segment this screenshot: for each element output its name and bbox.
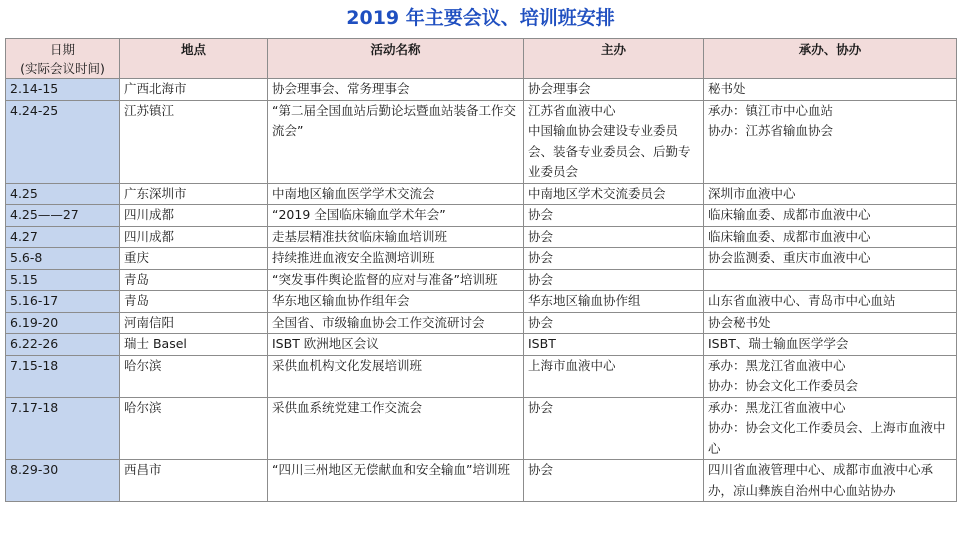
table-body <box>6 79 957 502</box>
schedule-table <box>5 38 957 502</box>
cell-location: 青岛 <box>120 269 268 291</box>
cell-date: 4.25——27 <box>6 205 120 227</box>
cell-date: 6.22-26 <box>6 334 120 356</box>
cell-host: 协会 <box>524 312 704 334</box>
cell-organizer: 协会秘书处 <box>704 312 957 334</box>
page-title: 2019 年主要会议、培训班安排 <box>346 7 615 29</box>
cell-location: 四川成都 <box>120 226 268 248</box>
cell-organizer: 承办：黑龙江省血液中心 协办：协会文化工作委员会 <box>704 355 957 397</box>
table-row <box>6 100 957 183</box>
column-header-host: 主办 <box>524 39 704 79</box>
cell-organizer: 临床输血委、成都市血液中心 <box>704 205 957 227</box>
cell-location: 广东深圳市 <box>120 183 268 205</box>
cell-host: 中南地区学术交流委员会 <box>524 183 704 205</box>
cell-location: 青岛 <box>120 291 268 313</box>
cell-location: 四川成都 <box>120 205 268 227</box>
cell-date: 7.15-18 <box>6 355 120 397</box>
header-row <box>6 39 957 79</box>
cell-date: 5.16-17 <box>6 291 120 313</box>
cell-organizer: 秘书处 <box>704 79 957 101</box>
cell-organizer: 四川省血液管理中心、成都市血液中心承办，凉山彝族自治州中心血站协办 <box>704 460 957 502</box>
cell-host: 上海市血液中心 <box>524 355 704 397</box>
cell-date: 4.27 <box>6 226 120 248</box>
table-row <box>6 205 957 227</box>
cell-location: 哈尔滨 <box>120 355 268 397</box>
column-header-date: 日期 (实际会议时间) <box>6 39 120 79</box>
cell-event: 协会理事会、常务理事会 <box>268 79 524 101</box>
cell-organizer: 协会监测委、重庆市血液中心 <box>704 248 957 270</box>
cell-date: 4.25 <box>6 183 120 205</box>
cell-event: “2019 全国临床输血学术年会” <box>268 205 524 227</box>
cell-organizer: 山东省血液中心、青岛市中心血站 <box>704 291 957 313</box>
cell-event: 全国省、市级输血协会工作交流研讨会 <box>268 312 524 334</box>
cell-host: 华东地区输血协作组 <box>524 291 704 313</box>
cell-date: 6.19-20 <box>6 312 120 334</box>
cell-organizer <box>704 269 957 291</box>
cell-event: 持续推进血液安全监测培训班 <box>268 248 524 270</box>
table-row <box>6 334 957 356</box>
cell-event: ISBT 欧洲地区会议 <box>268 334 524 356</box>
cell-event: 华东地区输血协作组年会 <box>268 291 524 313</box>
table-row <box>6 355 957 397</box>
table-row <box>6 291 957 313</box>
cell-date: 7.17-18 <box>6 397 120 460</box>
table-row <box>6 183 957 205</box>
table-row <box>6 248 957 270</box>
column-header-event: 活动名称 <box>268 39 524 79</box>
cell-event: 采供血系统党建工作交流会 <box>268 397 524 460</box>
cell-date: 5.15 <box>6 269 120 291</box>
cell-location: 西昌市 <box>120 460 268 502</box>
cell-host: 协会 <box>524 397 704 460</box>
cell-host: 协会 <box>524 460 704 502</box>
cell-event: 采供血机构文化发展培训班 <box>268 355 524 397</box>
cell-date: 5.6-8 <box>6 248 120 270</box>
cell-event: 走基层精准扶贫临床输血培训班 <box>268 226 524 248</box>
cell-host: 协会 <box>524 205 704 227</box>
cell-organizer: ISBT、瑞士输血医学学会 <box>704 334 957 356</box>
table-row <box>6 397 957 460</box>
table-row <box>6 269 957 291</box>
cell-event: 中南地区输血医学学术交流会 <box>268 183 524 205</box>
table-row <box>6 79 957 101</box>
cell-location: 哈尔滨 <box>120 397 268 460</box>
table-row <box>6 460 957 502</box>
cell-event: “第二届全国血站后勤论坛暨血站装备工作交流会” <box>268 100 524 183</box>
cell-host: 协会 <box>524 226 704 248</box>
cell-location: 河南信阳 <box>120 312 268 334</box>
column-header-organizer: 承办、协办 <box>704 39 957 79</box>
cell-event: “四川三州地区无偿献血和安全输血”培训班 <box>268 460 524 502</box>
cell-host: 协会 <box>524 269 704 291</box>
cell-location: 江苏镇江 <box>120 100 268 183</box>
table-row <box>6 312 957 334</box>
cell-organizer: 深圳市血液中心 <box>704 183 957 205</box>
cell-date: 4.24-25 <box>6 100 120 183</box>
cell-event: “突发事件舆论监督的应对与准备”培训班 <box>268 269 524 291</box>
column-header-location: 地点 <box>120 39 268 79</box>
cell-host: 江苏省血液中心 中国输血协会建设专业委员会、装备专业委员会、后勤专业委员会 <box>524 100 704 183</box>
cell-organizer: 承办：黑龙江省血液中心 协办：协会文化工作委员会、上海市血液中心 <box>704 397 957 460</box>
cell-organizer: 承办：镇江市中心血站 协办：江苏省输血协会 <box>704 100 957 183</box>
table-row <box>6 226 957 248</box>
cell-host: 协会 <box>524 248 704 270</box>
cell-location: 重庆 <box>120 248 268 270</box>
cell-date: 2.14-15 <box>6 79 120 101</box>
cell-host: ISBT <box>524 334 704 356</box>
cell-date: 8.29-30 <box>6 460 120 502</box>
cell-host: 协会理事会 <box>524 79 704 101</box>
cell-location: 广西北海市 <box>120 79 268 101</box>
cell-location: 瑞士 Basel <box>120 334 268 356</box>
cell-organizer: 临床输血委、成都市血液中心 <box>704 226 957 248</box>
